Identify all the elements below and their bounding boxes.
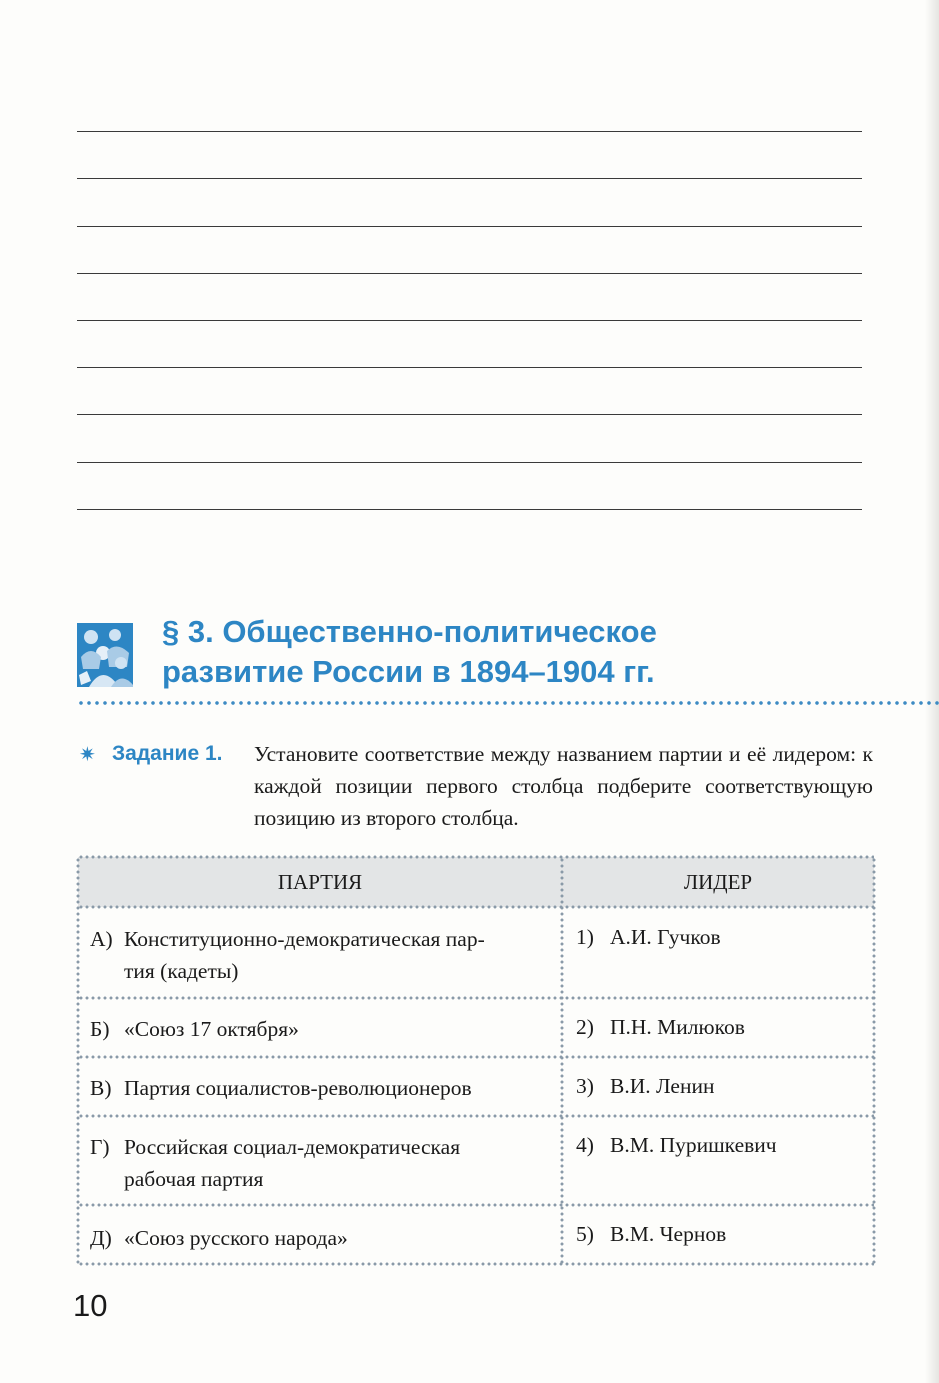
table-border [78, 1203, 874, 1207]
leader-number: 5) [576, 1222, 594, 1246]
dotted-divider [77, 700, 939, 706]
leader-number: 2) [576, 1015, 594, 1039]
people-group-icon [77, 623, 133, 687]
party-marker: В) [90, 1076, 112, 1100]
leader-name: В.М. Пуришкевич [610, 1133, 777, 1157]
leader-number: 1) [576, 925, 594, 949]
table-border [78, 1055, 874, 1059]
table-row-leader [576, 1218, 866, 1250]
table-row-party [90, 1131, 558, 1195]
table-border [78, 855, 874, 859]
party-name: Российская социал-демократическая [124, 1135, 461, 1159]
party-marker: Б) [90, 1017, 110, 1041]
task-text: Установите соответствие между названием партии и её лидером: к каждой позиции первого столбца подберите соответствующую позицию из второго столбца. [254, 742, 873, 830]
writing-line[interactable] [77, 367, 862, 368]
party-name: Партия социалистов-революционеров [124, 1076, 472, 1100]
page-number: 10 [73, 1288, 108, 1323]
table-border [78, 1262, 874, 1266]
table-row-leader [576, 1070, 866, 1102]
table-border [78, 996, 874, 1000]
writing-line[interactable] [77, 462, 862, 463]
leader-name: П.Н. Милюков [610, 1015, 745, 1039]
table-row-party [90, 1222, 558, 1254]
table-row-leader [576, 1129, 866, 1161]
party-marker: Д) [90, 1226, 112, 1250]
party-name-cont: рабочая партия [124, 1167, 264, 1191]
party-name: Конституционно-демократическая пар- [124, 927, 485, 951]
leader-number: 4) [576, 1133, 594, 1157]
leader-name: А.И. Гучков [610, 925, 721, 949]
table-row-party [90, 1072, 558, 1104]
table-border [560, 857, 564, 1266]
writing-line[interactable] [77, 178, 862, 179]
writing-line[interactable] [77, 509, 862, 510]
table-border [78, 905, 874, 909]
leader-name: В.М. Чернов [610, 1222, 727, 1246]
matching-table [78, 857, 874, 1266]
table-border [78, 1114, 874, 1118]
header-leader: ЛИДЕР [683, 870, 753, 894]
leader-name: В.И. Ленин [610, 1074, 715, 1098]
party-name: «Союз русского народа» [124, 1226, 348, 1250]
header-party: ПАРТИЯ [277, 870, 363, 894]
table-row-leader [576, 921, 866, 953]
table-border [872, 857, 876, 1266]
party-marker: А) [90, 927, 113, 951]
table-row-party [90, 1013, 558, 1045]
writing-line[interactable] [77, 226, 862, 227]
writing-line[interactable] [77, 320, 862, 321]
party-marker: Г) [90, 1135, 110, 1159]
section-title [162, 612, 862, 692]
star-icon: ✷ [79, 742, 96, 766]
section-title-line-1: § 3. Общественно-политическое [162, 614, 657, 649]
writing-line[interactable] [77, 273, 862, 274]
table-row-leader [576, 1011, 866, 1043]
table-row-party [90, 923, 558, 987]
page-edge-shadow [925, 0, 939, 1383]
task-label: Задание 1. [112, 742, 223, 765]
leader-number: 3) [576, 1074, 594, 1098]
writing-line[interactable] [77, 131, 862, 132]
writing-line[interactable] [77, 414, 862, 415]
table-border [76, 857, 80, 1266]
party-name-cont: тия (кадеты) [124, 959, 239, 983]
party-name: «Союз 17 октября» [124, 1017, 299, 1041]
section-title-line-2: развитие России в 1894–1904 гг. [162, 654, 655, 689]
